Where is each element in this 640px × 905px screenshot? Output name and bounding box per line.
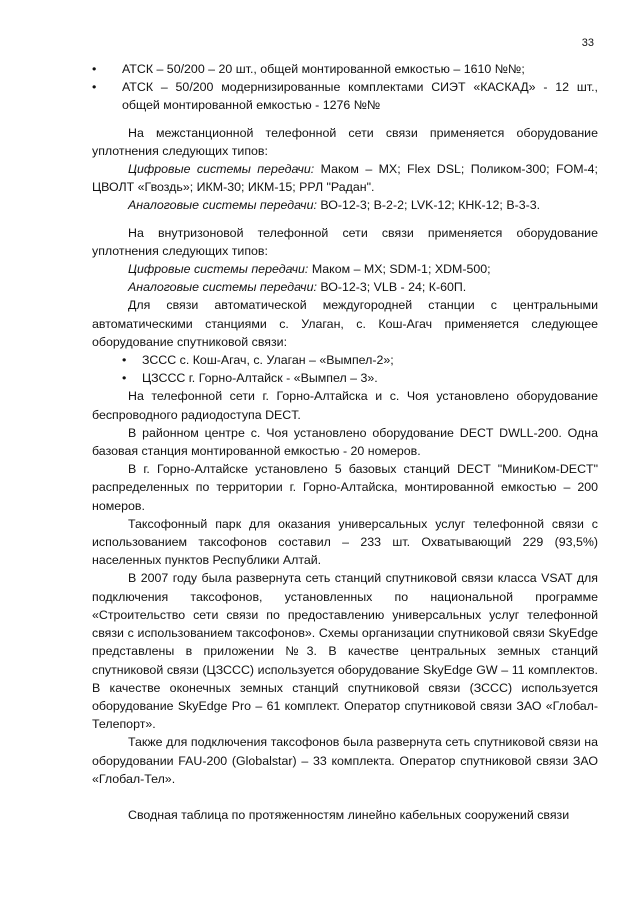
paragraph-intrazone-intro: На внутризоновой телефонной сети связи применяется оборудование уплотнения следующих типов: <box>92 225 598 258</box>
page-number: 33 <box>581 37 594 49</box>
paragraph-taxophone-park: Таксофонный парк для оказания универсальных услуг телефонной связи с использованием таксофонов составил – 233 шт. Охватывающий 229 (93,5%) населенных пунктов Республики Алтай. <box>92 516 598 568</box>
list-item-atsk-2: • АТСК – 50/200 модернизированные комплектами СИЭТ «КАСКАД» - 12 шт., общей монтированной емкостью - 1276 №№ <box>92 78 598 114</box>
paragraph-intrazone-analog <box>92 278 598 296</box>
text-digital-systems: Маком – МХ; Flex DSL; Поликом-300; FOM-4; ЦВОЛТ «Гвоздь»; ИКМ-30; ИКМ-15; РРЛ "Радан". <box>92 162 598 195</box>
list-item-satellite-2: • ЦЗССС г. Горно-Алтайск - «Вымпел – 3». <box>92 369 598 387</box>
paragraph-interstation-intro: На межстанционной телефонной сети связи применяется оборудование уплотнения следующих типов: <box>92 125 598 158</box>
paragraph-interstation-digital <box>92 160 598 196</box>
paragraph-intrazone-digital <box>92 260 598 278</box>
label-analog-systems: Аналоговые системы передачи: <box>128 198 317 213</box>
label-analog-systems: Аналоговые системы передачи: <box>128 280 317 295</box>
text-analog-systems: ВО-12-3; VLB - 24; К-60П. <box>316 280 467 295</box>
text-digital-systems: Маком – МХ; SDM-1; XDM-500; <box>308 262 491 277</box>
paragraph-satellite-intro: Для связи автоматической междугородней станции с центральными автоматическими станциями с. Улаган, с. Кош-Агач применяется следующее оборудование спутниковой связи: <box>92 298 598 349</box>
paragraph-globalstar: Также для подключения таксофонов была развернута сеть спутниковой связи на оборудовании FAU-200 (Globalstar) – 33 комплекта. Оператор спутниковой связи ЗАО «Глобал-Тел». <box>92 735 598 786</box>
paragraph-dect-city: В г. Горно-Алтайске установлено 5 базовых станций DECT "МиниКом-DECT" распределенных по территории г. Горно-Алтайска, монтированной емкостью – 200 номеров. <box>92 462 598 513</box>
list-item-satellite-1: • ЗССС с. Кош-Агач, с. Улаган – «Вымпел-2»; <box>92 351 598 369</box>
page-body <box>92 60 598 824</box>
paragraph-interstation-analog <box>92 196 598 214</box>
paragraph-vsat: В 2007 году была развернута сеть станций спутниковой связи класса VSAT для подключения таксофонов, установленных по национальной программе «Строительство сети связи по предоставлению универсальных услуг телефонной связи с использованием таксофонов». Схемы организации спутниковой связи SkyEdge представлены в приложении №3. В качестве центральных земных станций спутниковой связи (ЦЗССС) используется оборудование SkyEdge GW – 11 комплектов. В качестве оконечных земных станций спутниковой связи (ЗССС) используется оборудование SkyEdge Pro – 61 комплект. Оператор спутниковой связи ЗАО «Глобал-Телепорт». <box>92 571 598 732</box>
label-digital-systems: Цифровые системы передачи: <box>128 262 309 277</box>
summary-table-title: Сводная таблица по протяженностям линейно кабельных сооружений связи <box>128 807 570 822</box>
paragraph-dect-intro: На телефонной сети г. Горно-Алтайска и с. Чоя установлено оборудование беспроводного радиодоступа DECT. <box>92 389 598 422</box>
list-item-atsk-1: • АТСК – 50/200 – 20 шт., общей монтированной емкостью – 1610 №№; <box>92 60 598 78</box>
paragraph-dect-district: В районном центре с. Чоя установлено оборудование DECT DWLL-200. Одна базовая станция монтированной емкостью - 20 номеров. <box>92 425 598 459</box>
label-digital-systems: Цифровые системы передачи: <box>128 162 315 177</box>
text-analog-systems: ВО-12-3; В-2-2; LVK-12; КНК-12; В-3-3. <box>316 198 541 213</box>
